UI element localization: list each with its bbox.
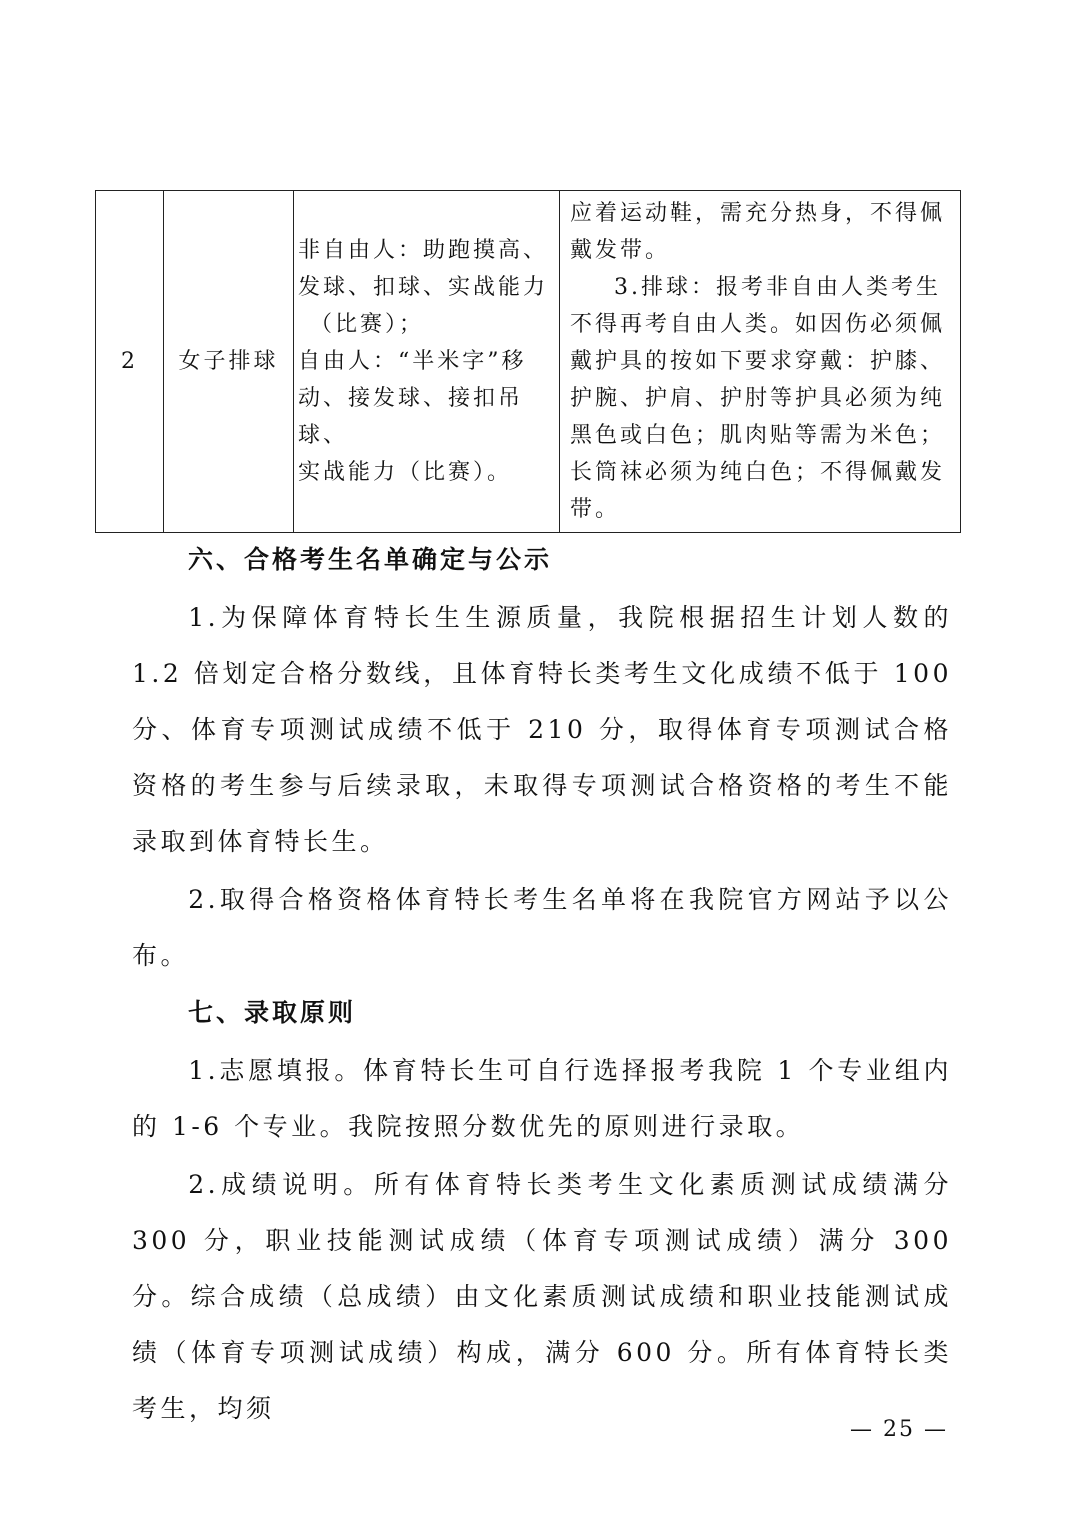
section-6-paragraph-1: 1.为保障体育特长生生源质量，我院根据招生计划人数的 1.2 倍划定合格分数线，且体育特长类考生文化成绩不低于 100 分、体育专项测试成绩不低于 210 分，取得体育专项测试合格资格的考生参与后续录取，未取得专项测试合格资格的考生不能录取到体育特长生。 (132, 603, 952, 856)
test-item-line: （比赛）； (310, 312, 425, 337)
test-item-line: 动、接发球、接扣吊球、 (298, 386, 524, 448)
table-row (96, 191, 961, 533)
section-7-heading: 七、录取原则 (188, 998, 357, 1027)
requirements-cell (560, 191, 961, 533)
test-item-line: 非自由人：助跑摸高、 (298, 238, 549, 263)
test-items-cell (294, 191, 560, 533)
test-item-line: 实战能力（比赛）。 (298, 460, 513, 485)
section-6-heading: 六、合格考生名单确定与公示 (188, 545, 553, 574)
sport-name-cell: 女子排球 (164, 191, 294, 533)
section-6-paragraph-2: 2.取得合格资格体育特长考生名单将在我院官方网站予以公布。 (132, 885, 952, 970)
requirement-line: 戴发带。 (570, 238, 671, 263)
section-7-paragraph-2: 2.成绩说明。所有体育特长类考生文化素质测试成绩满分 300 分，职业技能测试成绩（体育专项测试成绩）满分 300 分。综合成绩（总成绩）由文化素质测试成绩和职业技能测试成绩（体育专项测试成绩）构成，满分 600 分。所有体育特长类考生，均须 (132, 1170, 952, 1423)
section-7-paragraph-1: 1.志愿填报。体育特长生可自行选择报考我院 1 个专业组内的 1-6 个专业。我院按照分数优先的原则进行录取。 (132, 1056, 952, 1141)
test-item-line: 自由人：“半米字”移 (298, 349, 527, 374)
sport-requirements-table (95, 190, 961, 533)
page-number: — 25 — (850, 1417, 948, 1442)
test-item-line: 发球、扣球、实战能力 (298, 275, 549, 300)
volleyball-requirement-paragraph: 3.排球：报考非自由人类考生不得再考自由人类。如因伤必须佩戴护具的按如下要求穿戴：护膝、护腕、护肩、护肘等护具必须为纯黑色或白色；肌肉贴等需为米色；长筒袜必须为纯白色；不得佩戴发带。 (570, 275, 946, 522)
requirement-line: 应着运动鞋，需充分热身，不得佩 (570, 201, 946, 226)
row-number-cell: 2 (96, 191, 164, 533)
